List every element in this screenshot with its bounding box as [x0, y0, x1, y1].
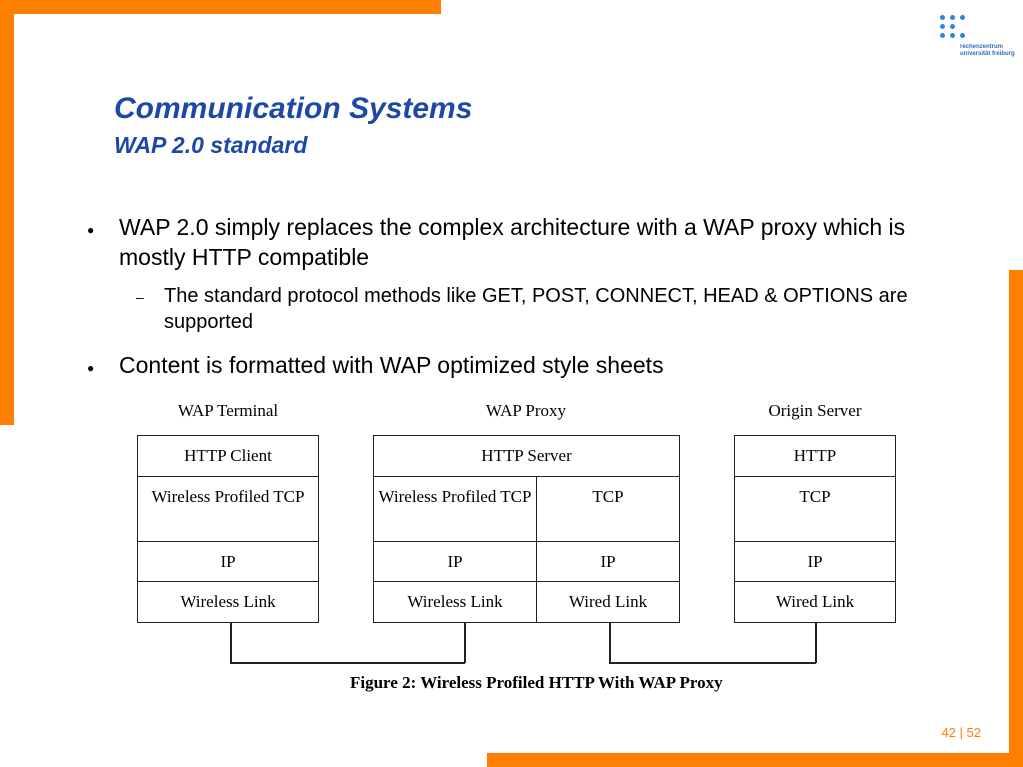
terminal-ip: IP	[137, 541, 319, 582]
wire-proxy-origin	[609, 662, 816, 664]
logo-text	[960, 44, 1015, 58]
origin-ip: IP	[734, 541, 896, 582]
origin-http: HTTP	[734, 435, 896, 477]
terminal-wp-tcp: Wireless Profiled TCP	[137, 476, 319, 542]
wire-terminal-down	[230, 622, 232, 663]
terminal-wireless-link: Wireless Link	[137, 581, 319, 623]
sub-bullet-1: The standard protocol methods like GET, POST, CONNECT, HEAD & OPTIONS are supported	[164, 285, 908, 333]
bullet-icon: ●	[87, 223, 95, 237]
top-accent-bar	[0, 0, 441, 14]
slide-subtitle: WAP 2.0 standard	[114, 132, 308, 158]
proxy-ip-left: IP	[373, 541, 537, 582]
bottom-accent-bar	[487, 753, 1023, 767]
figure-caption: Figure 2: Wireless Profiled HTTP With WAP Proxy	[350, 673, 723, 692]
bullet-2: Content is formatted with WAP optimized style sheets	[119, 352, 664, 378]
proxy-tcp: TCP	[536, 476, 680, 542]
bullet-icon: ●	[87, 361, 95, 375]
logo-line2: universität freiburg	[960, 51, 1015, 57]
proxy-header: WAP Proxy	[485, 401, 567, 420]
wire-proxy-left-down	[464, 622, 466, 663]
left-accent-bar	[0, 0, 14, 425]
dash-icon: –	[136, 289, 144, 305]
terminal-header: WAP Terminal	[177, 401, 279, 420]
proxy-http-server: HTTP Server	[373, 435, 680, 477]
proxy-wireless-link: Wireless Link	[373, 581, 537, 623]
slide-title: Communication Systems	[114, 92, 473, 125]
bullet-1: WAP 2.0 simply replaces the complex architecture with a WAP proxy which is mostly HTTP compatible	[119, 214, 906, 270]
origin-wired-link: Wired Link	[734, 581, 896, 623]
wire-terminal-proxy	[230, 662, 465, 664]
proxy-wp-tcp: Wireless Profiled TCP	[373, 476, 537, 542]
origin-header: Origin Server	[768, 401, 862, 420]
right-accent-bar	[1009, 270, 1023, 767]
terminal-http-client: HTTP Client	[137, 435, 319, 477]
wire-proxy-right-down	[609, 622, 611, 663]
proxy-wired-link: Wired Link	[536, 581, 680, 623]
proxy-ip-right: IP	[536, 541, 680, 582]
origin-tcp: TCP	[734, 476, 896, 542]
page-number: 42 | 52	[941, 725, 981, 740]
wire-origin-down	[815, 622, 817, 663]
logo-line1: rechenzentrum	[960, 44, 1004, 50]
